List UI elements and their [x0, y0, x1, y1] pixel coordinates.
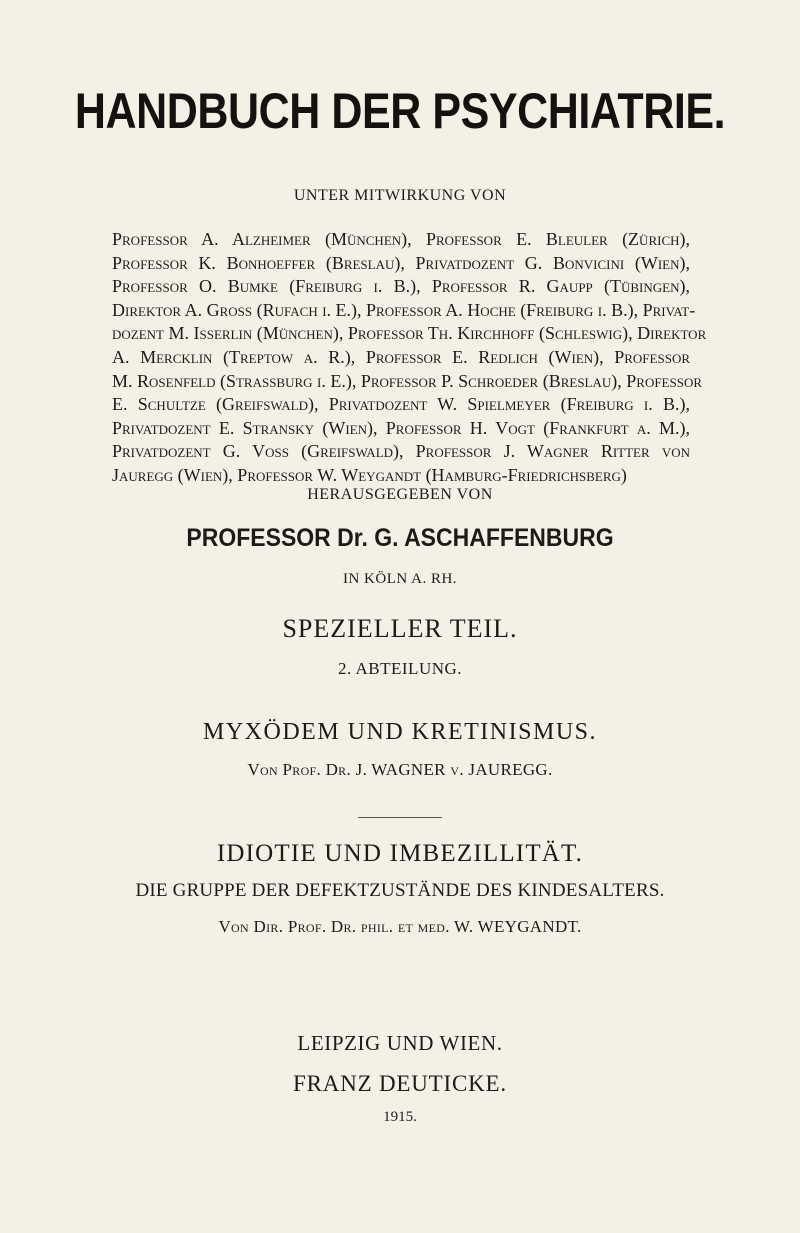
contributor-line: dozent M. Isserlin (München), Professor Th. Kirchhoff (Schleswig), Direktor — [112, 323, 707, 344]
work-subtitle: DIE GRUPPE DER DEFEKTZUSTÄNDE DES KINDESALTERS. — [135, 880, 665, 901]
contributor-line: Direktor A. Gross (Rufach i. E.), Professor A. Hoche (Freiburg i. B.), Privat- — [112, 299, 696, 320]
part-title: SPEZIELLER TEIL. — [282, 614, 518, 643]
work-author: Von Dir. Prof. Dr. phil. et med. W. WEYGANDT. — [218, 917, 582, 936]
collaboration-heading: UNTER MITWIRKUNG VON — [293, 187, 507, 204]
contributor-line: Professor K. Bonhoeffer (Breslau), Privatdozent G. Bonvicini (Wien), — [112, 252, 690, 273]
editor-name: PROFESSOR Dr. G. ASCHAFFENBURG — [186, 524, 614, 552]
contributor-line: Privatdozent E. Stransky (Wien), Professor H. Vogt (Frankfurt a. M.), — [112, 417, 690, 438]
contributor-line: Jauregg (Wien), Professor W. Weygandt (Hamburg-Friedrichsberg) — [112, 464, 627, 485]
section-divider — [358, 817, 442, 818]
contributor-line: A. Mercklin (Treptow a. R.), Professor E. Redlich (Wien), Professor — [112, 346, 690, 367]
contributor-list — [112, 228, 707, 488]
contributor-line: M. Rosenfeld (Strassburg i. E.), Professor P. Schroeder (Breslau), Professor — [112, 370, 703, 391]
book-title: HANDBUCH DER PSYCHIATRIE. — [74, 83, 726, 139]
editor-heading: HERAUSGEGEBEN VON — [307, 486, 493, 503]
contributor-line: Professor O. Bumke (Freiburg i. B.), Professor R. Gaupp (Tübingen), — [112, 276, 690, 297]
work-title: MYXÖDEM UND KRETINISMUS. — [202, 719, 597, 745]
work-author: Von Prof. Dr. J. WAGNER v. JAUREGG. — [247, 760, 553, 779]
division-label: 2. ABTEILUNG. — [337, 659, 463, 678]
contributor-line: E. Schultze (Greifswald), Privatdozent W. Spielmeyer (Freiburg i. B.), — [112, 394, 690, 415]
contributor-line: Privatdozent G. Voss (Greifswald), Professor J. Wagner Ritter von — [112, 441, 690, 462]
work-title: IDIOTIE UND IMBEZILLITÄT. — [216, 840, 584, 867]
editor-location: IN KÖLN A. RH. — [342, 571, 458, 587]
contributor-line: Professor A. Alzheimer (München), Professor E. Bleuler (Zürich), — [112, 229, 690, 249]
publisher-name: FRANZ DEUTICKE. — [293, 1071, 507, 1096]
publication-year: 1915. — [383, 1109, 417, 1125]
publisher-place: LEIPZIG UND WIEN. — [297, 1031, 503, 1055]
